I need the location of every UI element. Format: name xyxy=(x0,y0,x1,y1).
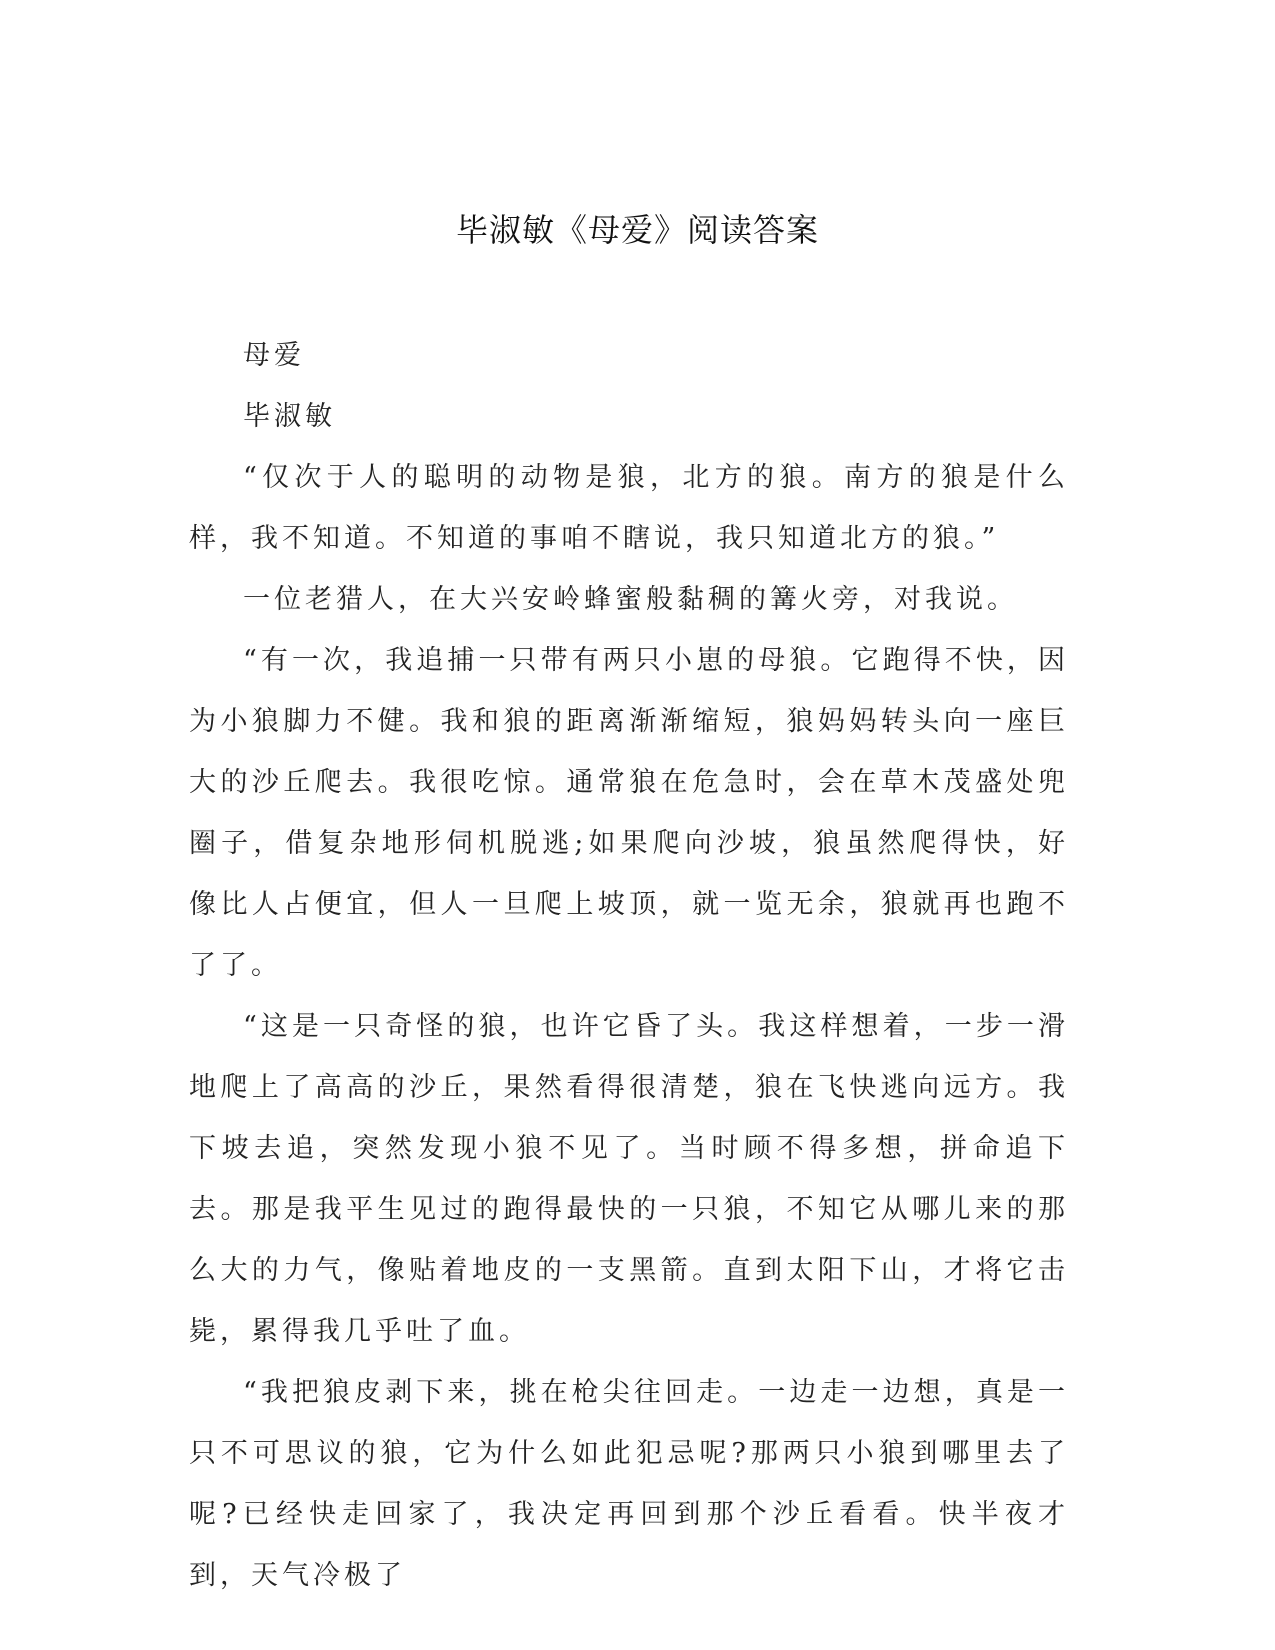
paragraph: “有一次，我追捕一只带有两只小崽的母狼。它跑得不快，因为小狼脚力不健。我和狼的距离渐渐缩短，狼妈妈转头向一座巨大的沙丘爬去。我很吃惊。通常狼在危急时，会在草木茂盛处兜圈子，借复杂地形伺机脱逃;如果爬向沙坡，狼虽然爬得快，好像比人占便宜，但人一旦爬上坡顶，就一览无余，狼就再也跑不了了。 xyxy=(189,645,1069,981)
document-body xyxy=(189,325,1069,1606)
paragraph: “我把狼皮剥下来，挑在枪尖往回走。一边走一边想，真是一只不可思议的狼，它为什么如此犯忌呢?那两只小狼到哪里去了呢?已经快走回家了，我决定再回到那个沙丘看看。快半夜才到，天气冷极了 xyxy=(189,1377,1069,1591)
paragraph: “这是一只奇怪的狼，也许它昏了头。我这样想着，一步一滑地爬上了高高的沙丘，果然看得很清楚，狼在飞快逃向远方。我下坡去追，突然发现小狼不见了。当时顾不得多想，拼命追下去。那是我平生见过的跑得最快的一只狼，不知它从哪儿来的那么大的力气，像贴着地皮的一支黑箭。直到太阳下山，才将它击毙，累得我几乎吐了血。 xyxy=(189,1011,1069,1347)
paragraph-author: 毕淑敏 xyxy=(243,401,336,432)
paragraph: 一位老猎人，在大兴安岭蜂蜜般黏稠的篝火旁，对我说。 xyxy=(243,584,1018,615)
paragraph: “仅次于人的聪明的动物是狼，北方的狼。南方的狼是什么样，我不知道。不知道的事咱不瞎说，我只知道北方的狼。” xyxy=(189,462,1069,554)
document-title: 毕淑敏《母爱》阅读答案 xyxy=(455,211,819,249)
paragraph-heading: 母爱 xyxy=(243,340,305,371)
